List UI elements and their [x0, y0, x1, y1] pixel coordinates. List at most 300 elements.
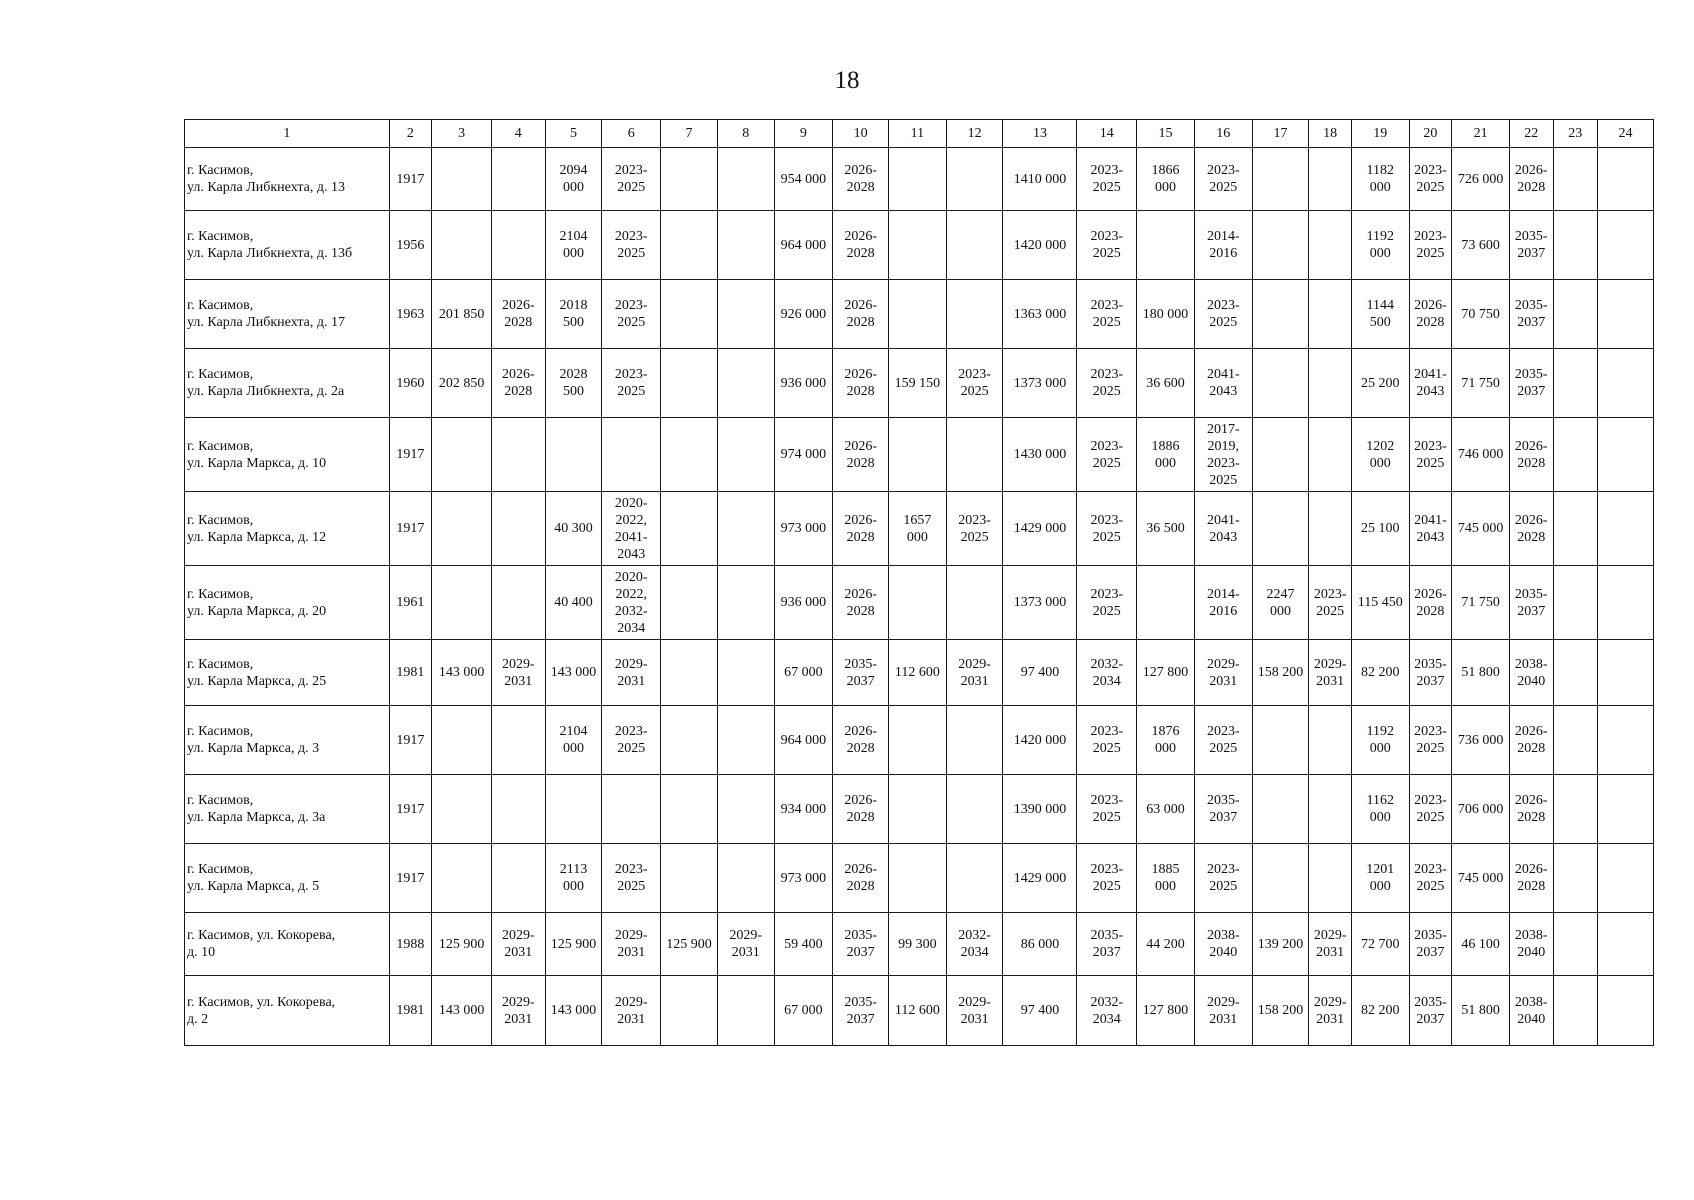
table-cell: 1363 000 — [1003, 280, 1077, 349]
table-cell: 2035- 2037 — [1409, 913, 1452, 976]
table-cell: 2023- 2025 — [1409, 148, 1452, 211]
table-cell — [1553, 148, 1598, 211]
table-cell — [889, 418, 947, 492]
table-cell: 2026- 2028 — [833, 706, 889, 775]
table-cell — [889, 706, 947, 775]
table-cell — [432, 706, 492, 775]
table-cell: 2029- 2031 — [491, 640, 545, 706]
table-cell — [661, 418, 718, 492]
table-cell: 1961 — [389, 566, 432, 640]
table-cell: 2028 500 — [545, 349, 602, 418]
table-cell: 1192 000 — [1351, 706, 1409, 775]
table-cell: 2247 000 — [1252, 566, 1309, 640]
table-cell: 2026- 2028 — [1509, 844, 1553, 913]
table-cell: 1917 — [389, 492, 432, 566]
table-cell — [1553, 211, 1598, 280]
table-cell — [946, 280, 1003, 349]
table-cell: 1373 000 — [1003, 566, 1077, 640]
table-cell: 143 000 — [432, 976, 492, 1046]
table-cell: 2029- 2031 — [491, 976, 545, 1046]
table-cell: 2023- 2025 — [1077, 148, 1137, 211]
table-cell: 2029- 2031 — [946, 976, 1003, 1046]
column-header-6: 6 — [602, 120, 661, 148]
table-cell — [661, 492, 718, 566]
table-cell: 2023- 2025 — [1077, 844, 1137, 913]
table-cell: 2026- 2028 — [833, 418, 889, 492]
table-cell: 2023- 2025 — [1077, 566, 1137, 640]
table-cell: 1162 000 — [1351, 775, 1409, 844]
table-cell: 2041- 2043 — [1194, 492, 1252, 566]
table-cell: 1201 000 — [1351, 844, 1409, 913]
table-cell: 1373 000 — [1003, 349, 1077, 418]
table-cell — [1598, 976, 1654, 1046]
table-cell: 1917 — [389, 148, 432, 211]
table-cell: 125 900 — [432, 913, 492, 976]
table-cell: 159 150 — [889, 349, 947, 418]
table-cell: 1430 000 — [1003, 418, 1077, 492]
table-cell: 2023- 2025 — [1077, 775, 1137, 844]
table-cell — [717, 349, 774, 418]
table-cell: 973 000 — [774, 844, 833, 913]
address-cell: г. Касимов, ул. Карла Либкнехта, д. 17 — [185, 280, 390, 349]
table-cell — [1309, 492, 1352, 566]
table-cell: 158 200 — [1252, 640, 1309, 706]
table-cell — [1598, 211, 1654, 280]
column-header-3: 3 — [432, 120, 492, 148]
table-cell: 1960 — [389, 349, 432, 418]
table-cell — [1252, 706, 1309, 775]
table-cell — [1309, 211, 1352, 280]
table-row — [185, 844, 1654, 913]
table-cell: 1182 000 — [1351, 148, 1409, 211]
table-row — [185, 148, 1654, 211]
table-cell — [717, 706, 774, 775]
table-cell: 2026- 2028 — [1409, 280, 1452, 349]
table-cell: 63 000 — [1137, 775, 1195, 844]
table-cell — [717, 775, 774, 844]
table-cell: 2017- 2019, 2023- 2025 — [1194, 418, 1252, 492]
table-cell: 2038- 2040 — [1509, 976, 1553, 1046]
table-cell: 2026- 2028 — [833, 775, 889, 844]
table-cell: 2023- 2025 — [1194, 148, 1252, 211]
table-cell: 2035- 2037 — [1509, 211, 1553, 280]
table-cell — [491, 566, 545, 640]
address-cell: г. Касимов, ул. Карла Маркса, д. 10 — [185, 418, 390, 492]
table-cell: 127 800 — [1137, 640, 1195, 706]
table-cell: 180 000 — [1137, 280, 1195, 349]
table-cell: 2026- 2028 — [833, 844, 889, 913]
table-cell: 2023- 2025 — [602, 706, 661, 775]
table-cell: 112 600 — [889, 640, 947, 706]
table-cell — [432, 492, 492, 566]
table-cell: 1917 — [389, 844, 432, 913]
table-cell: 2023- 2025 — [1409, 775, 1452, 844]
table-cell: 201 850 — [432, 280, 492, 349]
table-cell: 2026- 2028 — [491, 349, 545, 418]
table-cell: 2023- 2025 — [1194, 844, 1252, 913]
table-cell: 25 100 — [1351, 492, 1409, 566]
table-cell: 44 200 — [1137, 913, 1195, 976]
address-cell: г. Касимов, ул. Кокорева, д. 10 — [185, 913, 390, 976]
table-cell: 2032- 2034 — [946, 913, 1003, 976]
table-cell — [1598, 706, 1654, 775]
table-cell: 2023- 2025 — [1077, 492, 1137, 566]
table-cell — [1309, 418, 1352, 492]
table-cell: 99 300 — [889, 913, 947, 976]
table-cell: 1876 000 — [1137, 706, 1195, 775]
table-cell — [661, 566, 718, 640]
table-cell — [602, 775, 661, 844]
table-cell: 2023- 2025 — [602, 844, 661, 913]
table-cell — [717, 148, 774, 211]
table-cell: 2023- 2025 — [1077, 349, 1137, 418]
address-cell: г. Касимов, ул. Карла Либкнехта, д. 2а — [185, 349, 390, 418]
column-header-21: 21 — [1452, 120, 1510, 148]
table-cell: 2023- 2025 — [1194, 280, 1252, 349]
table-cell — [491, 775, 545, 844]
table-cell — [1309, 775, 1352, 844]
table-cell: 2023- 2025 — [946, 349, 1003, 418]
column-header-11: 11 — [889, 120, 947, 148]
table-cell — [946, 418, 1003, 492]
table-cell — [889, 775, 947, 844]
table-cell — [1553, 280, 1598, 349]
table-cell — [1598, 492, 1654, 566]
table-cell: 2026- 2028 — [1509, 148, 1553, 211]
column-header-22: 22 — [1509, 120, 1553, 148]
table-cell — [889, 566, 947, 640]
table-row — [185, 280, 1654, 349]
table-cell: 1202 000 — [1351, 418, 1409, 492]
table-cell: 2029- 2031 — [602, 976, 661, 1046]
column-header-10: 10 — [833, 120, 889, 148]
table-cell: 2029- 2031 — [491, 913, 545, 976]
table-cell — [545, 418, 602, 492]
table-cell — [491, 706, 545, 775]
table-cell — [1137, 211, 1195, 280]
table-cell: 934 000 — [774, 775, 833, 844]
table-cell: 2014- 2016 — [1194, 566, 1252, 640]
table-cell — [1598, 349, 1654, 418]
table-cell: 2104 000 — [545, 211, 602, 280]
table-cell: 2023- 2025 — [602, 280, 661, 349]
table-row — [185, 211, 1654, 280]
table-cell: 2029- 2031 — [1309, 976, 1352, 1046]
table-cell — [946, 211, 1003, 280]
table-cell: 2026- 2028 — [1509, 706, 1553, 775]
table-cell — [432, 418, 492, 492]
table-cell: 2035- 2037 — [1509, 566, 1553, 640]
table-cell: 2104 000 — [545, 706, 602, 775]
table-cell: 1657 000 — [889, 492, 947, 566]
table-cell — [1553, 640, 1598, 706]
table-cell: 40 300 — [545, 492, 602, 566]
table-cell — [491, 492, 545, 566]
table-cell: 2035- 2037 — [1509, 280, 1553, 349]
column-header-5: 5 — [545, 120, 602, 148]
table-cell: 2035- 2037 — [1194, 775, 1252, 844]
table-cell: 2035- 2037 — [1509, 349, 1553, 418]
table-cell: 1885 000 — [1137, 844, 1195, 913]
table-cell: 71 750 — [1452, 566, 1510, 640]
table-cell — [491, 211, 545, 280]
table-cell — [946, 706, 1003, 775]
table-cell — [1553, 844, 1598, 913]
table-cell: 1917 — [389, 418, 432, 492]
table-cell: 2020- 2022, 2032- 2034 — [602, 566, 661, 640]
table-cell: 2023- 2025 — [1409, 706, 1452, 775]
table-cell — [491, 148, 545, 211]
table-cell — [1252, 844, 1309, 913]
table-cell: 1420 000 — [1003, 211, 1077, 280]
table-cell: 2023- 2025 — [1077, 418, 1137, 492]
column-header-17: 17 — [1252, 120, 1309, 148]
table-cell: 974 000 — [774, 418, 833, 492]
table-cell: 2113 000 — [545, 844, 602, 913]
table-cell — [661, 211, 718, 280]
table-row — [185, 775, 1654, 844]
table-cell: 2026- 2028 — [833, 566, 889, 640]
table-cell: 71 750 — [1452, 349, 1510, 418]
column-header-18: 18 — [1309, 120, 1352, 148]
column-header-19: 19 — [1351, 120, 1409, 148]
table-row — [185, 640, 1654, 706]
table-body — [185, 148, 1654, 1046]
table-cell — [717, 844, 774, 913]
table-cell — [717, 976, 774, 1046]
table-cell: 2026- 2028 — [1509, 492, 1553, 566]
table-cell: 2026- 2028 — [833, 280, 889, 349]
table-cell — [1598, 280, 1654, 349]
table-cell: 1988 — [389, 913, 432, 976]
table-cell: 2041- 2043 — [1409, 492, 1452, 566]
address-cell: г. Касимов, ул. Карла Маркса, д. 20 — [185, 566, 390, 640]
table-cell: 143 000 — [545, 976, 602, 1046]
table-cell — [1598, 566, 1654, 640]
table-cell: 2029- 2031 — [1309, 913, 1352, 976]
table-cell: 2029- 2031 — [602, 913, 661, 976]
table-cell — [432, 148, 492, 211]
table-row — [185, 706, 1654, 775]
table-cell: 2035- 2037 — [833, 640, 889, 706]
table-cell — [491, 844, 545, 913]
table-cell — [1252, 492, 1309, 566]
table-cell — [661, 775, 718, 844]
table-cell: 97 400 — [1003, 976, 1077, 1046]
table-cell — [661, 976, 718, 1046]
table-cell — [1553, 349, 1598, 418]
table-cell: 36 500 — [1137, 492, 1195, 566]
table-cell — [1598, 775, 1654, 844]
table-cell: 82 200 — [1351, 640, 1409, 706]
table-cell — [661, 280, 718, 349]
table-cell: 745 000 — [1452, 844, 1510, 913]
table-cell — [889, 280, 947, 349]
column-header-8: 8 — [717, 120, 774, 148]
table-cell: 2020- 2022, 2041- 2043 — [602, 492, 661, 566]
table-cell: 25 200 — [1351, 349, 1409, 418]
table-cell: 1866 000 — [1137, 148, 1195, 211]
table-cell — [1252, 349, 1309, 418]
column-header-14: 14 — [1077, 120, 1137, 148]
table-row — [185, 913, 1654, 976]
table-cell — [946, 775, 1003, 844]
table-cell: 2014- 2016 — [1194, 211, 1252, 280]
table-cell: 59 400 — [774, 913, 833, 976]
table-cell — [1598, 418, 1654, 492]
table-cell: 1886 000 — [1137, 418, 1195, 492]
table-cell: 964 000 — [774, 211, 833, 280]
column-header-7: 7 — [661, 120, 718, 148]
table-cell — [661, 640, 718, 706]
column-header-16: 16 — [1194, 120, 1252, 148]
table-cell — [602, 418, 661, 492]
table-cell — [946, 844, 1003, 913]
table-cell — [1598, 640, 1654, 706]
table-cell — [889, 148, 947, 211]
table-cell — [717, 640, 774, 706]
table-cell: 2023- 2025 — [1194, 706, 1252, 775]
table-cell: 2035- 2037 — [833, 913, 889, 976]
table-cell: 115 450 — [1351, 566, 1409, 640]
table-cell — [1309, 844, 1352, 913]
table-cell: 745 000 — [1452, 492, 1510, 566]
address-cell: г. Касимов, ул. Карла Либкнехта, д. 13б — [185, 211, 390, 280]
table-cell: 2026- 2028 — [833, 211, 889, 280]
table-cell — [1553, 566, 1598, 640]
table-cell: 2026- 2028 — [1509, 418, 1553, 492]
table-row — [185, 566, 1654, 640]
table-cell: 2029- 2031 — [1309, 640, 1352, 706]
table-cell: 97 400 — [1003, 640, 1077, 706]
table-cell — [1553, 706, 1598, 775]
column-header-13: 13 — [1003, 120, 1077, 148]
table-cell: 954 000 — [774, 148, 833, 211]
table-cell — [717, 280, 774, 349]
table-cell — [1309, 280, 1352, 349]
table-cell: 2038- 2040 — [1194, 913, 1252, 976]
table-cell: 70 750 — [1452, 280, 1510, 349]
table-cell: 86 000 — [1003, 913, 1077, 976]
table-cell — [946, 566, 1003, 640]
table-cell: 51 800 — [1452, 640, 1510, 706]
table-cell: 2026- 2028 — [833, 349, 889, 418]
table-cell — [717, 418, 774, 492]
table-cell: 2023- 2025 — [1077, 211, 1137, 280]
table-cell — [1309, 706, 1352, 775]
table-cell: 2038- 2040 — [1509, 913, 1553, 976]
table-cell: 2023- 2025 — [946, 492, 1003, 566]
table-cell: 202 850 — [432, 349, 492, 418]
table-cell: 1192 000 — [1351, 211, 1409, 280]
table-cell: 2023- 2025 — [1409, 211, 1452, 280]
column-header-23: 23 — [1553, 120, 1598, 148]
table-cell: 2032- 2034 — [1077, 976, 1137, 1046]
table-cell: 2038- 2040 — [1509, 640, 1553, 706]
table-cell: 2023- 2025 — [602, 148, 661, 211]
table-cell: 112 600 — [889, 976, 947, 1046]
table-cell — [661, 349, 718, 418]
table-cell: 2026- 2028 — [491, 280, 545, 349]
table-cell — [432, 775, 492, 844]
column-header-20: 20 — [1409, 120, 1452, 148]
table-cell: 72 700 — [1351, 913, 1409, 976]
table-cell: 2029- 2031 — [1194, 640, 1252, 706]
table-cell: 36 600 — [1137, 349, 1195, 418]
table-cell — [661, 148, 718, 211]
table-cell — [1252, 775, 1309, 844]
table-cell — [432, 566, 492, 640]
table-cell: 127 800 — [1137, 976, 1195, 1046]
table-cell — [491, 418, 545, 492]
table-cell: 2029- 2031 — [602, 640, 661, 706]
table-cell: 2023- 2025 — [1077, 280, 1137, 349]
table-cell: 2026- 2028 — [1409, 566, 1452, 640]
table-cell: 1144 500 — [1351, 280, 1409, 349]
table-cell — [1598, 913, 1654, 976]
table-cell: 2041- 2043 — [1409, 349, 1452, 418]
table-cell: 2041- 2043 — [1194, 349, 1252, 418]
table-cell: 2023- 2025 — [602, 349, 661, 418]
table-cell: 926 000 — [774, 280, 833, 349]
table-cell: 2023- 2025 — [602, 211, 661, 280]
table-cell: 2032- 2034 — [1077, 640, 1137, 706]
table-cell — [717, 492, 774, 566]
address-cell: г. Касимов, ул. Карла Маркса, д. 25 — [185, 640, 390, 706]
table-cell: 1429 000 — [1003, 492, 1077, 566]
table-cell — [1553, 418, 1598, 492]
table-cell: 1956 — [389, 211, 432, 280]
table-cell: 2018 500 — [545, 280, 602, 349]
table-cell: 2035- 2037 — [1077, 913, 1137, 976]
column-header-12: 12 — [946, 120, 1003, 148]
table-cell: 2035- 2037 — [833, 976, 889, 1046]
table-cell — [545, 775, 602, 844]
table-cell: 51 800 — [1452, 976, 1510, 1046]
table-cell — [1309, 349, 1352, 418]
table-row — [185, 492, 1654, 566]
table-cell: 1390 000 — [1003, 775, 1077, 844]
table-cell: 2035- 2037 — [1409, 976, 1452, 1046]
table-cell: 1981 — [389, 976, 432, 1046]
header-row — [185, 120, 1654, 148]
table-cell: 1429 000 — [1003, 844, 1077, 913]
column-header-15: 15 — [1137, 120, 1195, 148]
table-cell: 973 000 — [774, 492, 833, 566]
table-cell: 2023- 2025 — [1309, 566, 1352, 640]
table-cell: 2035- 2037 — [1409, 640, 1452, 706]
table-cell: 2029- 2031 — [946, 640, 1003, 706]
table-cell: 1963 — [389, 280, 432, 349]
column-header-9: 9 — [774, 120, 833, 148]
table-cell: 2029- 2031 — [717, 913, 774, 976]
address-cell: г. Касимов, ул. Карла Маркса, д. 5 — [185, 844, 390, 913]
table-cell — [1309, 148, 1352, 211]
table-cell: 125 900 — [661, 913, 718, 976]
table-cell: 40 400 — [545, 566, 602, 640]
table-cell — [1252, 148, 1309, 211]
table-cell — [1252, 211, 1309, 280]
table-cell: 736 000 — [1452, 706, 1510, 775]
table-cell: 706 000 — [1452, 775, 1510, 844]
table-cell: 158 200 — [1252, 976, 1309, 1046]
table-cell: 125 900 — [545, 913, 602, 976]
table-cell — [1553, 775, 1598, 844]
address-cell: г. Касимов, ул. Кокорева, д. 2 — [185, 976, 390, 1046]
table-cell: 1917 — [389, 775, 432, 844]
table-cell: 73 600 — [1452, 211, 1510, 280]
table-cell — [661, 706, 718, 775]
